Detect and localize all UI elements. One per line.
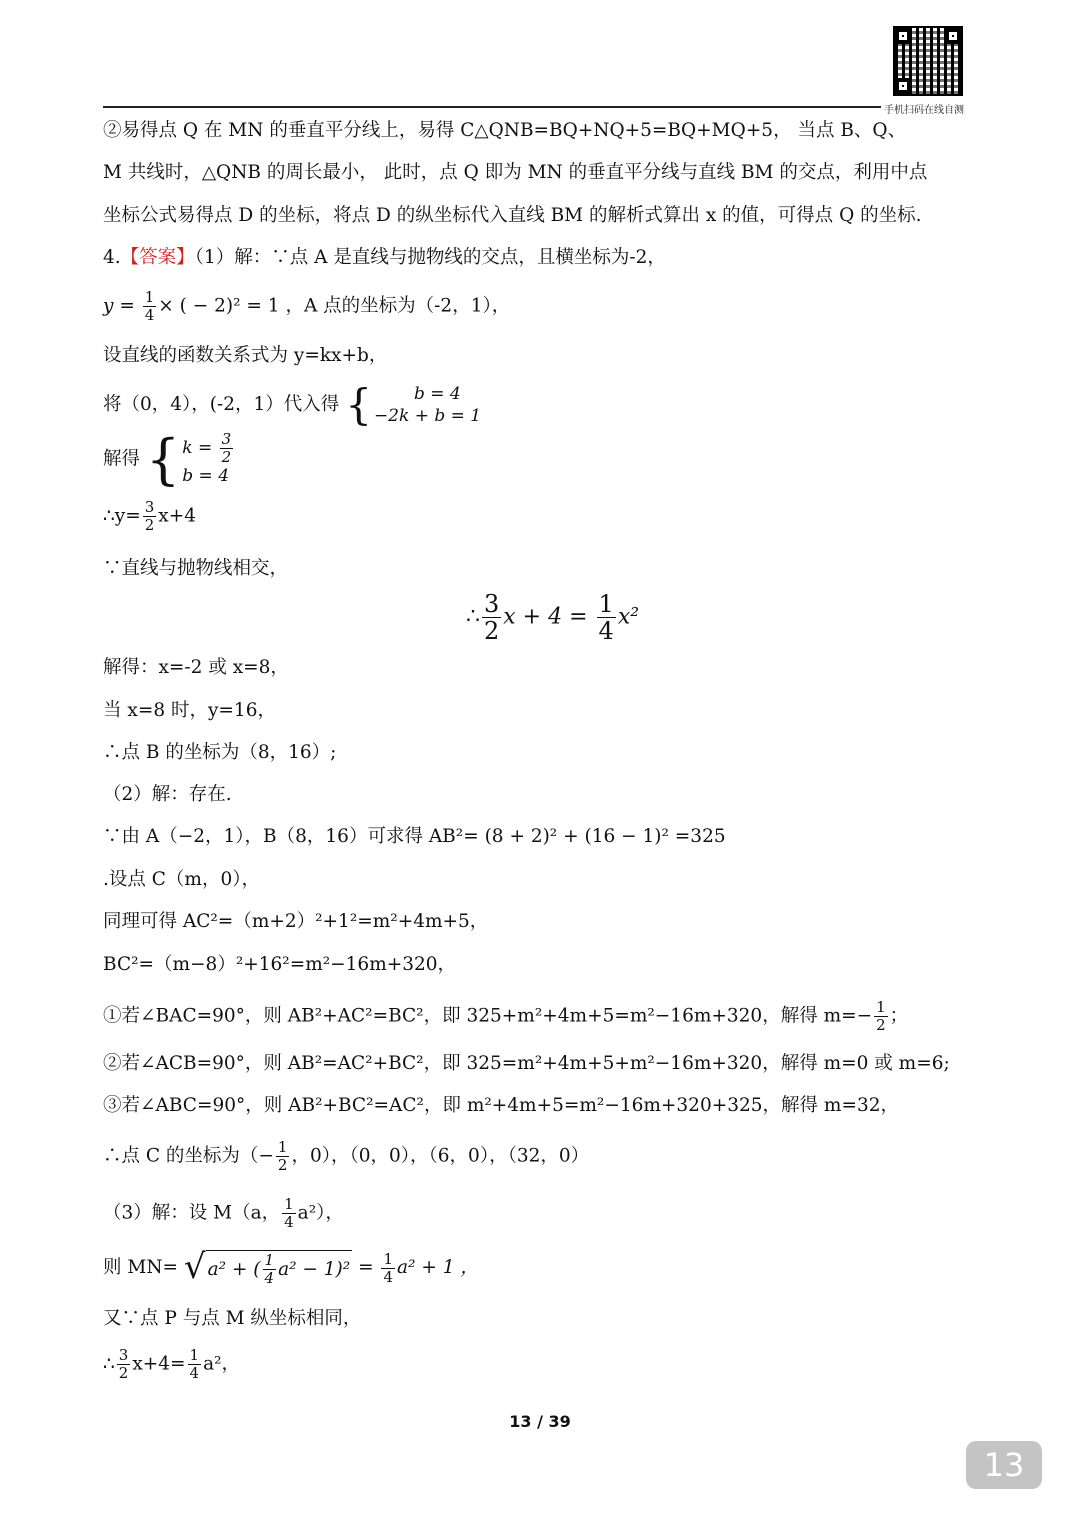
fraction: $\frac{1}{4}$ (284, 1195, 294, 1231)
text-line: 坐标公式易得点 D 的坐标，将点 D 的纵坐标代入直线 BM 的解析式算出 x 的值，可得点 Q 的坐标. (103, 205, 922, 226)
text-span: x+4= (132, 1353, 186, 1375)
text-span: （1）解：∵点 A 是直线与抛物线的交点，且横坐标为-2， (194, 247, 666, 268)
text-line: 解得：x=-2 或 x=8， (103, 657, 289, 678)
fraction: $\frac{3}{2}$ (484, 590, 500, 645)
formula-line: 则 MN= √ a² + ( $\frac{1}{4}$ a² − 1)² = $\frac{1}{4}$ a² + 1 ， (103, 1247, 479, 1287)
qr-code (893, 26, 963, 96)
text-span: ∴点 C 的坐标为（− (103, 1145, 274, 1167)
fraction: $\frac{1}{2}$ (277, 1138, 288, 1174)
answer-heading (103, 246, 666, 270)
text-span: x+4 (158, 505, 196, 527)
text-line: .设点 C（m，0）， (103, 869, 260, 890)
text-line: 设直线的函数关系式为 y=kx+b， (103, 345, 388, 366)
text-line: 同理可得 AC²=（m+2）²+1²=m²+4m+5， (103, 911, 489, 932)
text-span: 则 MN= (103, 1257, 179, 1278)
equation-system: { b = 4 −2k + b = 1 (345, 380, 482, 429)
text-span: a²）， (297, 1202, 344, 1224)
fraction: $\frac{1}{4}$ (264, 1251, 275, 1287)
text-line: ∴点 B 的坐标为（8，16）; (103, 742, 337, 763)
formula-line (103, 290, 510, 323)
formula-line (103, 1197, 344, 1230)
text-span: （3）解：设 M（a， (103, 1202, 281, 1224)
text-span: ，0），（0，0），（6，0），（32，0） (291, 1145, 590, 1167)
text-span: ∴ (103, 1353, 115, 1375)
formula-line (103, 1000, 908, 1033)
text-span: y = (103, 295, 141, 317)
centered-formula: ∴ $\frac{3}{2}$ x + 4 = $\frac{1}{4}$ x² (466, 590, 640, 645)
text-span: 解得 (103, 448, 141, 470)
fraction: $\frac{1}{4}$ (144, 288, 155, 324)
qr-finder (895, 28, 911, 44)
text-line: ∵由 A（−2，1），B（8，16）可求得 AB²= (8 + 2)² + (16 − 1)² =325 (103, 826, 726, 847)
page-indicator: 13 / 39 (509, 1412, 571, 1431)
text-line: ②若∠ACB=90°，则 AB²=AC²+BC²，即 325=m²+4m+5+m²−16m+320，解得 m=0 或 m=6; (103, 1053, 950, 1074)
formula-line (103, 500, 196, 533)
formula-line (103, 1140, 589, 1173)
fraction: $\frac{1}{4}$ (598, 590, 614, 645)
fraction: $\frac{3}{2}$ (144, 498, 155, 534)
text-line: （2）解：存在. (103, 784, 232, 805)
text-span: 将（0，4），(-2，1）代入得 (103, 394, 340, 415)
text-line: BC²=（m−8）²+16²=m²−16m+320， (103, 954, 457, 975)
formula-line (103, 1348, 240, 1381)
text-line: ②易得点 Q 在 MN 的垂直平分线上，易得 C△QNB=BQ+NQ+5=BQ+MQ+5， 当点 B、Q、 (103, 120, 907, 141)
fraction: $\frac{1}{2}$ (876, 998, 886, 1034)
fraction: $\frac{1}{4}$ (383, 1249, 394, 1286)
qr-finder (895, 78, 911, 94)
fraction: $\frac{3}{2}$ (118, 1346, 129, 1382)
text-span: ∴y= (103, 505, 141, 527)
text-span: ①若∠BAC=90°，则 AB²+AC²=BC²，即 325+m²+4m+5=m²−16m+320，解得 m=− (103, 1005, 873, 1027)
formula-line (103, 427, 235, 491)
equation-system: { k = $\frac{3}{2}$ b = 4 (145, 427, 232, 491)
fraction: $\frac{1}{4}$ (189, 1346, 200, 1382)
text-line: M 共线时，△QNB 的周长最小， 此时，点 Q 即为 MN 的垂直平分线与直线 BM 的交点，利用中点 (103, 162, 928, 183)
fraction: $\frac{3}{2}$ (221, 430, 232, 466)
text-span: × ( − 2)² = 1 ，A 点的坐标为（-2，1）， (158, 295, 511, 317)
text-line: 当 x=8 时，y=16， (103, 700, 276, 721)
text-span: a²， (203, 1353, 241, 1375)
page-badge[interactable]: 13 (966, 1441, 1042, 1489)
text-line: 又∵点 P 与点 M 纵坐标相同， (103, 1308, 362, 1329)
qr-finder (945, 28, 961, 44)
answer-tag: 【答案】 (120, 247, 195, 268)
qr-caption: 手机扫码在线自测 (884, 105, 964, 116)
header-rule (103, 106, 881, 108)
question-number: 4. (103, 247, 121, 268)
square-root: √ a² + ( $\frac{1}{4}$ a² − 1)² (183, 1247, 351, 1287)
text-line: ③若∠ABC=90°，则 AB²+BC²=AC²，即 m²+4m+5=m²−16m+320+325，解得 m=32， (103, 1095, 899, 1116)
text-span: ； (889, 1005, 909, 1027)
formula-line (103, 380, 482, 429)
text-line: ∵直线与抛物线相交， (103, 558, 289, 579)
